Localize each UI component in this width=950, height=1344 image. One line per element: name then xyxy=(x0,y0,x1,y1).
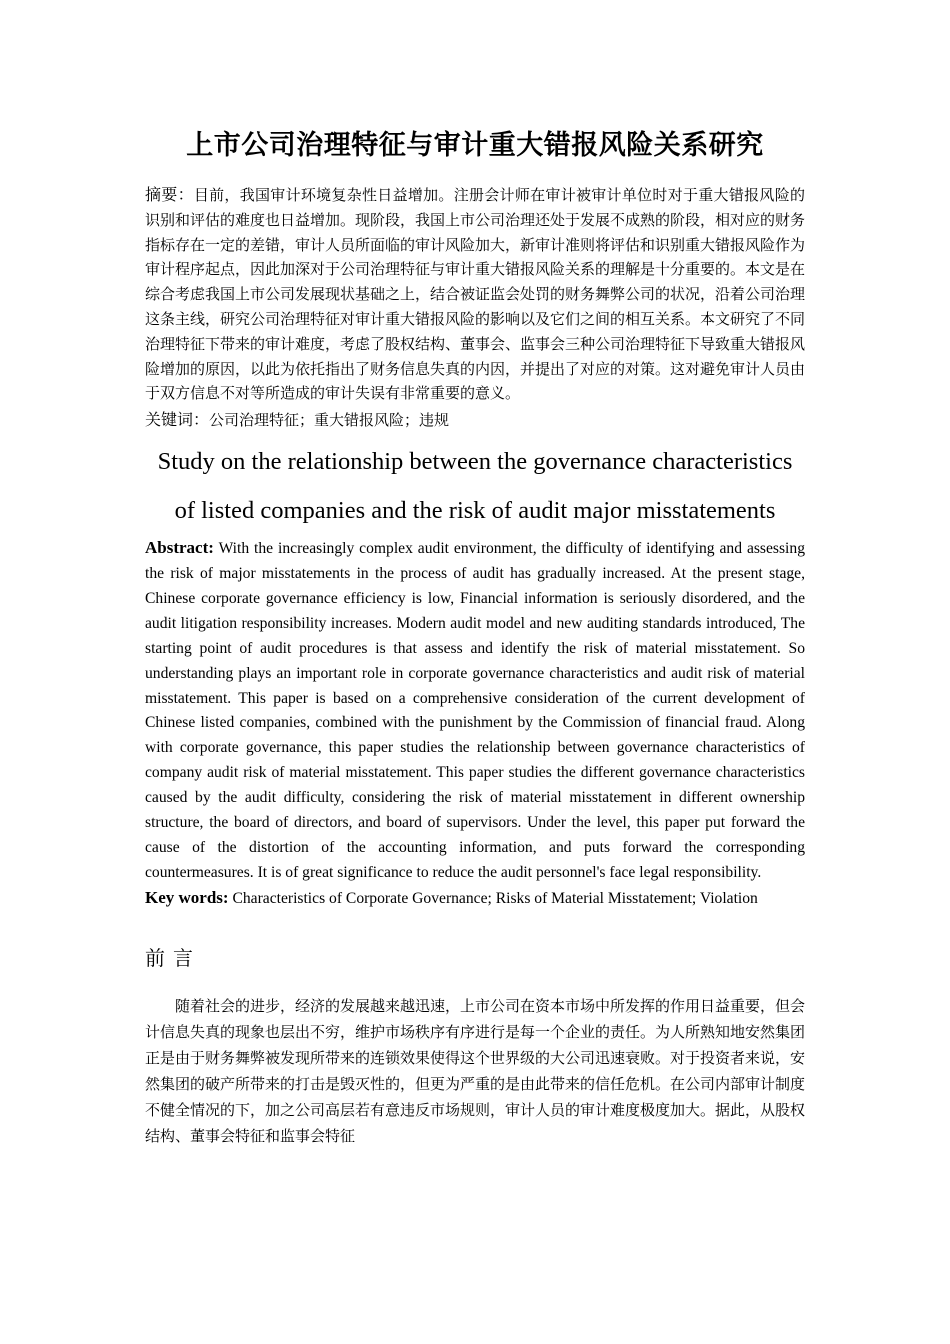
chinese-keywords-text: 公司治理特征；重大错报风险；违规 xyxy=(209,411,450,430)
chinese-abstract xyxy=(145,183,805,406)
english-keywords-text: Characteristics of Corporate Governance; Risks of Material Misstatement; Violation xyxy=(228,889,758,907)
english-abstract xyxy=(145,536,805,886)
english-title-line-1: Study on the relationship between the governance characteristics xyxy=(157,448,793,476)
english-title xyxy=(145,437,805,535)
english-keywords xyxy=(145,886,805,912)
chinese-abstract-text: 目前，我国审计环境复杂性日益增加。注册会计师在审计被审计单位时对于重大错报风险的识别和评估的难度也日益增加。现阶段，我国上市公司治理还处于发展不成熟的阶段，相对应的财务指标存在一定的差错，审计人员所面临的审计风险加大，新审计准则将评估和识别重大错报风险作为审计程序起点，因此加深对于公司治理特征与审计重大错报风险关系的理解是十分重要的。本文是在综合考虑我国上市公司发展现状基础之上，结合被证监会处罚的财务舞弊公司的状况，沿着公司治理这条主线，研究公司治理特征对审计重大错报风险的影响以及它们之间的相互关系。本文研究了不同治理特征下带来的审计难度，考虑了股权结构、董事会、监事会三种公司治理特征下导致重大错报风险增加的原因，以此为依托指出了财务信息失真的内因，并提出了对应的对策。这对避免审计人员由于双方信息不对等所造成的审计失误有非常重要的意义。 xyxy=(145,186,806,403)
paper-page xyxy=(145,128,805,1149)
english-abstract-text: With the increasingly complex audit environment, the difficulty of identifying and assessing the risk of major misstatements in the process of audit has gradually increased. At the present stage, Chinese corporate governance efficiency is low, Financial information is seriously disordered, and the audit litigation responsibility increases. Modern audit model and new auditing standards introduced, The starting point of audit procedures is that assess and identify the risk of material misstatement. So understanding plays an important role in corporate governance characteristics and audit risk of material misstatement. This paper is based on a comprehensive consideration of the current development of Chinese listed companies, combined with the punishment by the Commission of financial fraud. Along with corporate governance, this paper studies the relationship between governance characteristics of company audit risk of material misstatement. This paper studies the different governance characteristics caused by the audit difficulty, considering the risk of material misstatement in different ownership structure, the board of directors, and board of supervisors. Under the level, this paper put forward the cause of the distortion of the accounting information, and puts forward the corresponding countermeasures. It is of great significance to reduce the audit personnel's face legal responsibility. xyxy=(145,540,805,881)
chinese-keywords-label: 关键词： xyxy=(145,410,210,430)
preface-paragraph: 随着社会的进步，经济的发展越来越迅速，上市公司在资本市场中所发挥的作用日益重要，但会计信息失真的现象也层出不穷，维护市场秩序有序进行是每一个企业的责任。为人所熟知地安然集团正是由于财务舞弊被发现所带来的连锁效果使得这个世界级的大公司迅速衰败。对于投资者来说，安然集团的破产所带来的打击是毁灭性的，但更为严重的是由此带来的信任危机。在公司内部审计制度不健全情况的下，加之公司高层若有意违反市场规则，审计人员的审计难度极度加大。据此，从股权结构、董事会特征和监事会特征 xyxy=(145,996,806,1145)
english-abstract-label: Abstract: xyxy=(145,538,214,558)
english-title-line-2: of listed companies and the risk of audit major misstatements xyxy=(174,497,776,525)
chinese-keywords xyxy=(145,408,805,433)
english-keywords-label: Key words: xyxy=(145,887,229,907)
preface-heading: 前言 xyxy=(145,945,201,970)
chinese-title: 上市公司治理特征与审计重大错报风险关系研究 xyxy=(186,130,764,161)
chinese-abstract-label: 摘要： xyxy=(145,185,194,205)
